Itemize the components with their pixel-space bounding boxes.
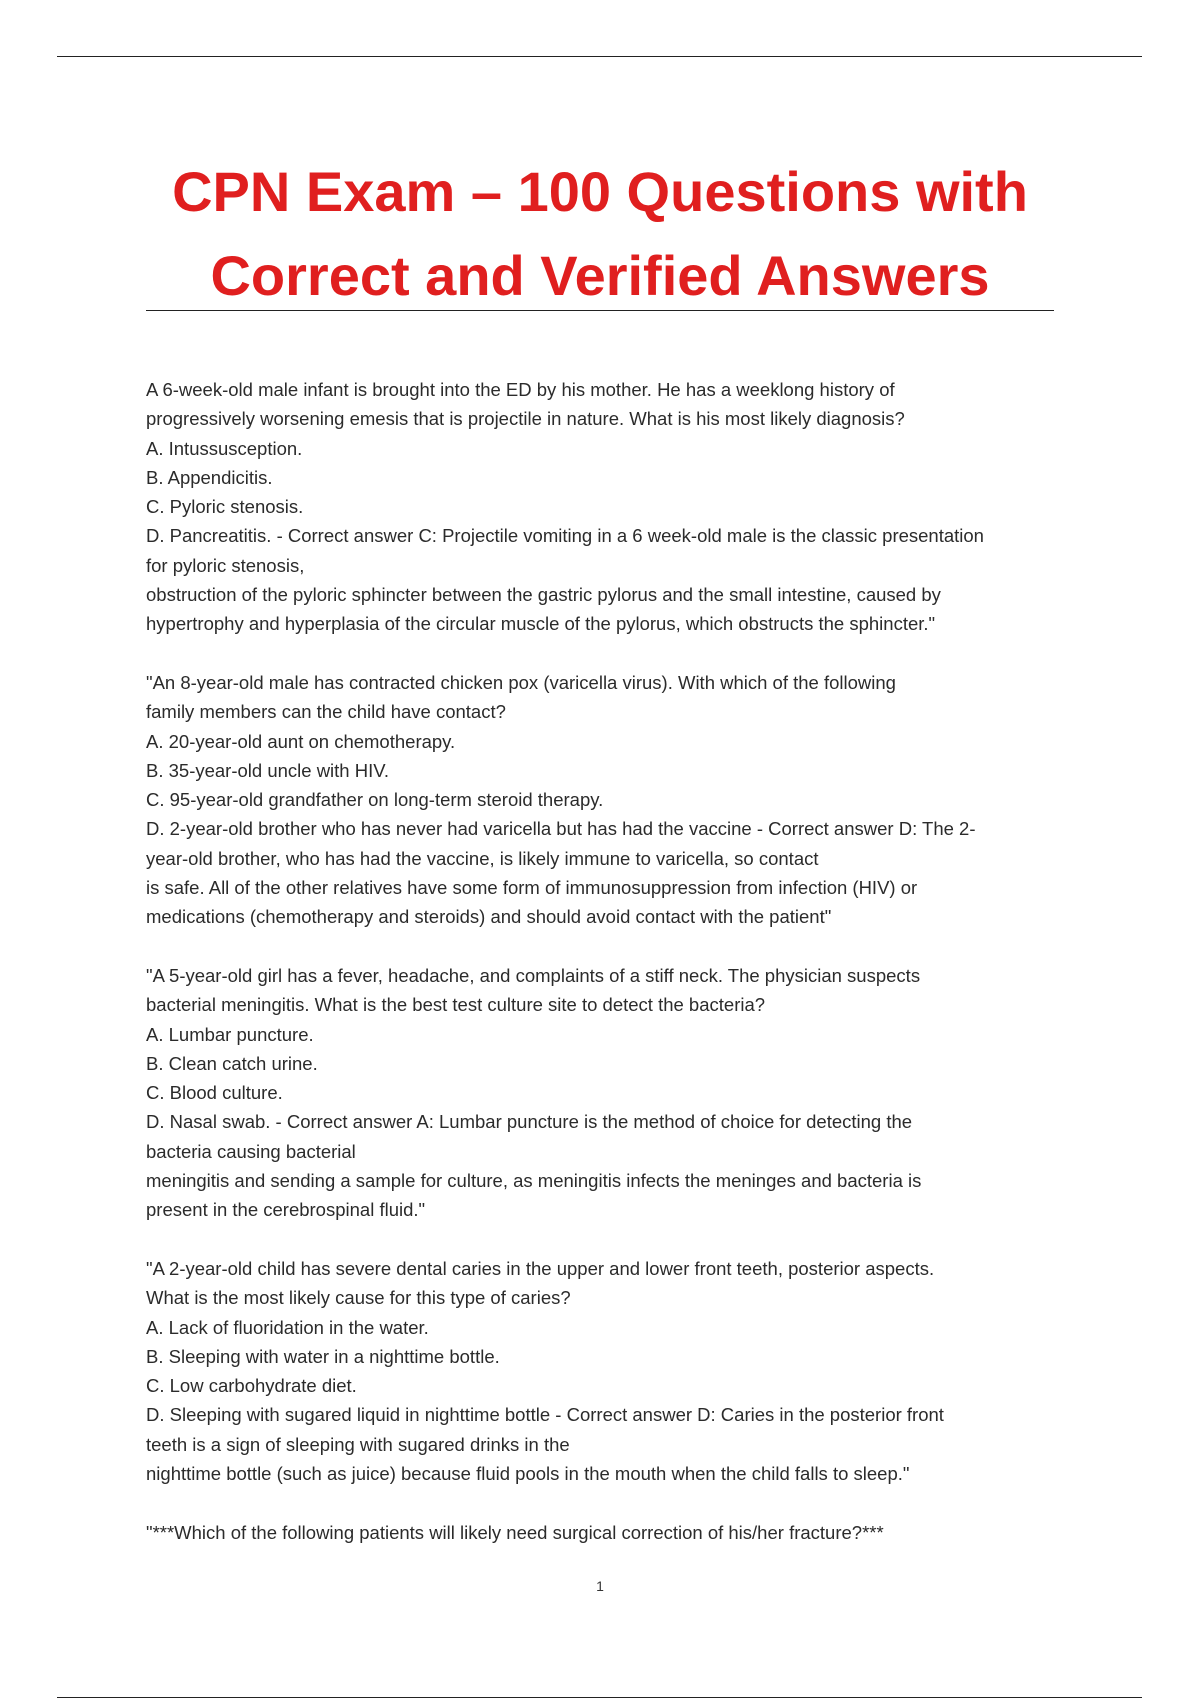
- question-text-line: progressively worsening emesis that is projectile in nature. What is his most likely diagnosis?: [146, 408, 905, 430]
- question-text-line: B. Sleeping with water in a nighttime bottle.: [146, 1345, 500, 1367]
- question-text-line: D. 2-year-old brother who has never had varicella but has had the vaccine - Correct answer D: The 2-: [146, 818, 976, 840]
- question-text-line: bacteria causing bacterial: [146, 1140, 356, 1162]
- paragraph-gap: [146, 639, 1066, 668]
- question-text-line: family members can the child have contact?: [146, 701, 506, 723]
- question-text-line: What is the most likely cause for this type of caries?: [146, 1287, 571, 1309]
- title-line-2: Correct and Verified Answers: [210, 244, 990, 307]
- question-text-line: obstruction of the pyloric sphincter between the gastric pylorus and the small intestine, caused by: [146, 584, 941, 606]
- question-text-line: "***Which of the following patients will likely need surgical correction of his/her fracture?***: [146, 1521, 884, 1543]
- title-underline-rule: [146, 310, 1054, 311]
- question-text-line: B. 35-year-old uncle with HIV.: [146, 759, 390, 781]
- question-text-line: "A 2-year-old child has severe dental caries in the upper and lower front teeth, posterior aspects.: [146, 1257, 935, 1279]
- question-text-line: D. Sleeping with sugared liquid in nighttime bottle - Correct answer D: Caries in the posterior front: [146, 1404, 944, 1426]
- question-text-line: for pyloric stenosis,: [146, 554, 305, 576]
- question-block: [146, 668, 1066, 932]
- question-text-line: C. 95-year-old grandfather on long-term steroid therapy.: [146, 789, 604, 811]
- question-text-line: "An 8-year-old male has contracted chicken pox (varicella virus). With which of the following: [146, 671, 896, 693]
- question-text-line: A. Lumbar puncture.: [146, 1023, 314, 1045]
- question-text-line: is safe. All of the other relatives have some form of immunosuppression from infection (HIV) or: [146, 877, 918, 899]
- question-text-line: C. Pyloric stenosis.: [146, 496, 304, 518]
- question-text-line: C. Blood culture.: [146, 1082, 283, 1104]
- question-text-line: meningitis and sending a sample for culture, as meningitis infects the meninges and bacteria is: [146, 1170, 922, 1192]
- top-page-rule: [57, 56, 1142, 57]
- question-text-line: B. Appendicitis.: [146, 466, 273, 488]
- question-text-line: D. Nasal swab. - Correct answer A: Lumbar puncture is the method of choice for detecting the: [146, 1111, 913, 1133]
- paragraph-gap: [146, 1488, 1066, 1517]
- question-text-line: medications (chemotherapy and steroids) and should avoid contact with the patient": [146, 906, 832, 928]
- question-text-line: present in the cerebrospinal fluid.": [146, 1199, 426, 1221]
- question-body: [146, 375, 1066, 1547]
- question-text-line: "A 5-year-old girl has a fever, headache, and complaints of a stiff neck. The physician suspects: [146, 964, 921, 986]
- question-text-line: A. Intussusception.: [146, 437, 303, 459]
- document-title: [146, 150, 1054, 318]
- title-line-1: CPN Exam – 100 Questions with: [172, 160, 1028, 223]
- question-block: [146, 961, 1066, 1225]
- question-text-line: A 6-week-old male infant is brought into the ED by his mother. He has a weeklong history of: [146, 379, 895, 400]
- question-block: [146, 1518, 1066, 1547]
- question-text-line: A. Lack of fluoridation in the water.: [146, 1316, 429, 1338]
- page-number: 1: [596, 1578, 604, 1594]
- question-block: [146, 375, 1066, 639]
- paragraph-gap: [146, 932, 1066, 961]
- question-text-line: teeth is a sign of sleeping with sugared drinks in the: [146, 1433, 570, 1455]
- question-text-line: A. 20-year-old aunt on chemotherapy.: [146, 730, 456, 752]
- question-text-line: D. Pancreatitis. - Correct answer C: Projectile vomiting in a 6 week-old male is the classic presentation: [146, 525, 984, 547]
- paragraph-gap: [146, 1225, 1066, 1254]
- question-text-line: bacterial meningitis. What is the best test culture site to detect the bacteria?: [146, 994, 766, 1016]
- question-text-line: C. Low carbohydrate diet.: [146, 1375, 357, 1397]
- question-text-line: year-old brother, who has had the vaccine, is likely immune to varicella, so contact: [146, 847, 819, 869]
- question-text-line: nighttime bottle (such as juice) because fluid pools in the mouth when the child falls to sleep.": [146, 1462, 910, 1484]
- question-text-line: B. Clean catch urine.: [146, 1052, 318, 1074]
- bottom-page-rule: [57, 1697, 1142, 1698]
- question-text-line: hypertrophy and hyperplasia of the circular muscle of the pylorus, which obstructs the sphincter.": [146, 613, 936, 635]
- question-block: [146, 1254, 1066, 1488]
